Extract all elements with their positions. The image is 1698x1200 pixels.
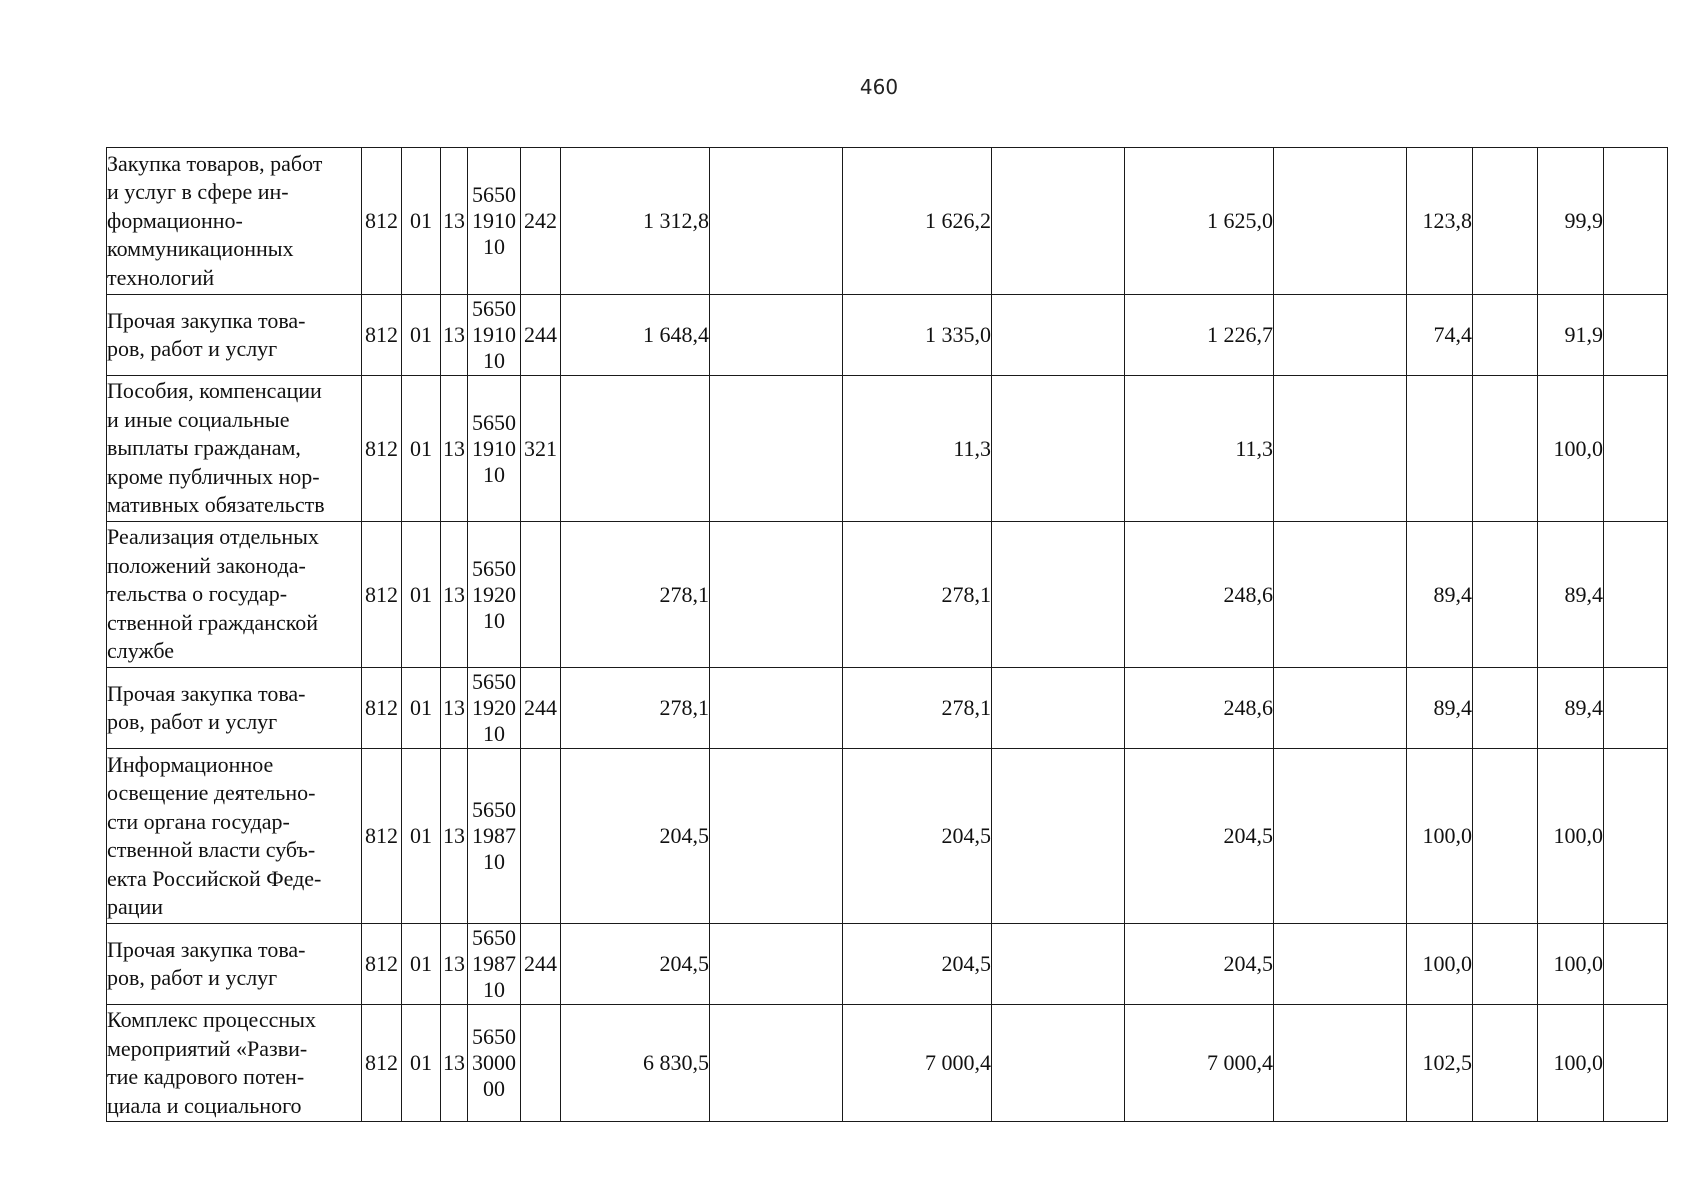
subsection-code-cell: 13 bbox=[441, 295, 468, 376]
empty-cell bbox=[1473, 924, 1538, 1005]
amount-cell-1: 6 830,5 bbox=[561, 1005, 710, 1122]
subsection-code-cell: 13 bbox=[441, 522, 468, 668]
empty-cell bbox=[992, 376, 1125, 522]
section-code-cell: 01 bbox=[402, 522, 441, 668]
amount-cell-2: 7 000,4 bbox=[843, 1005, 992, 1122]
row-name-cell: Информационное освещение деятельно- сти органа государ- ственной власти субъ- екта Российской Феде- рации bbox=[107, 749, 362, 924]
empty-cell bbox=[1274, 749, 1407, 924]
table-row bbox=[107, 148, 1668, 295]
empty-cell bbox=[710, 148, 843, 295]
section-code-cell: 01 bbox=[402, 376, 441, 522]
empty-cell bbox=[1473, 376, 1538, 522]
grbs-code-cell: 812 bbox=[362, 376, 402, 522]
grbs-code-cell: 812 bbox=[362, 1005, 402, 1122]
table-row bbox=[107, 749, 1668, 924]
target-article-cell: 5650 1910 10 bbox=[468, 376, 521, 522]
empty-cell bbox=[1274, 376, 1407, 522]
percent-cell-2: 91,9 bbox=[1538, 295, 1604, 376]
amount-cell-3: 204,5 bbox=[1125, 749, 1274, 924]
table-row bbox=[107, 295, 1668, 376]
grbs-code-cell: 812 bbox=[362, 148, 402, 295]
amount-cell-1: 1 312,8 bbox=[561, 148, 710, 295]
section-code-cell: 01 bbox=[402, 148, 441, 295]
amount-cell-2: 1 626,2 bbox=[843, 148, 992, 295]
expense-type-cell: 321 bbox=[521, 376, 561, 522]
amount-cell-2: 278,1 bbox=[843, 668, 992, 749]
empty-cell bbox=[1473, 148, 1538, 295]
empty-cell bbox=[1604, 668, 1668, 749]
section-code-cell: 01 bbox=[402, 668, 441, 749]
amount-cell-1: 278,1 bbox=[561, 522, 710, 668]
row-name-cell: Прочая закупка това- ров, работ и услуг bbox=[107, 295, 362, 376]
grbs-code-cell: 812 bbox=[362, 924, 402, 1005]
table-row bbox=[107, 522, 1668, 668]
percent-cell-2: 100,0 bbox=[1538, 1005, 1604, 1122]
empty-cell bbox=[1274, 668, 1407, 749]
percent-cell-2: 100,0 bbox=[1538, 924, 1604, 1005]
empty-cell bbox=[1604, 295, 1668, 376]
amount-cell-1: 204,5 bbox=[561, 749, 710, 924]
empty-cell bbox=[1274, 295, 1407, 376]
target-article-cell: 5650 1987 10 bbox=[468, 924, 521, 1005]
amount-cell-3: 248,6 bbox=[1125, 668, 1274, 749]
page-number: 460 bbox=[859, 75, 899, 99]
empty-cell bbox=[1604, 924, 1668, 1005]
empty-cell bbox=[1274, 924, 1407, 1005]
grbs-code-cell: 812 bbox=[362, 295, 402, 376]
subsection-code-cell: 13 bbox=[441, 1005, 468, 1122]
amount-cell-2: 11,3 bbox=[843, 376, 992, 522]
target-article-cell: 5650 1910 10 bbox=[468, 295, 521, 376]
empty-cell bbox=[1274, 148, 1407, 295]
amount-cell-1: 1 648,4 bbox=[561, 295, 710, 376]
empty-cell bbox=[992, 668, 1125, 749]
table-row bbox=[107, 376, 1668, 522]
subsection-code-cell: 13 bbox=[441, 148, 468, 295]
empty-cell bbox=[710, 522, 843, 668]
section-code-cell: 01 bbox=[402, 1005, 441, 1122]
amount-cell-2: 278,1 bbox=[843, 522, 992, 668]
amount-cell-3: 11,3 bbox=[1125, 376, 1274, 522]
grbs-code-cell: 812 bbox=[362, 749, 402, 924]
grbs-code-cell: 812 bbox=[362, 522, 402, 668]
expense-type-cell: 244 bbox=[521, 295, 561, 376]
target-article-cell: 5650 3000 00 bbox=[468, 1005, 521, 1122]
target-article-cell: 5650 1920 10 bbox=[468, 668, 521, 749]
empty-cell bbox=[992, 1005, 1125, 1122]
row-name-cell: Прочая закупка това- ров, работ и услуг bbox=[107, 924, 362, 1005]
percent-cell-1: 123,8 bbox=[1407, 148, 1473, 295]
empty-cell bbox=[1604, 1005, 1668, 1122]
amount-cell-3: 7 000,4 bbox=[1125, 1005, 1274, 1122]
subsection-code-cell: 13 bbox=[441, 668, 468, 749]
target-article-cell: 5650 1910 10 bbox=[468, 148, 521, 295]
empty-cell bbox=[710, 924, 843, 1005]
grbs-code-cell: 812 bbox=[362, 668, 402, 749]
empty-cell bbox=[710, 1005, 843, 1122]
empty-cell bbox=[1604, 376, 1668, 522]
section-code-cell: 01 bbox=[402, 749, 441, 924]
empty-cell bbox=[1473, 295, 1538, 376]
amount-cell-3: 204,5 bbox=[1125, 924, 1274, 1005]
row-name-cell: Комплекс процессных мероприятий «Разви- тие кадрового потен- циала и социального bbox=[107, 1005, 362, 1122]
empty-cell bbox=[1473, 522, 1538, 668]
empty-cell bbox=[710, 749, 843, 924]
empty-cell bbox=[1604, 522, 1668, 668]
row-name-cell: Прочая закупка това- ров, работ и услуг bbox=[107, 668, 362, 749]
row-name-cell: Пособия, компенсации и иные социальные выплаты гражданам, кроме публичных нор- мативных обязательств bbox=[107, 376, 362, 522]
row-name-cell: Закупка товаров, работ и услуг в сфере ин- формационно- коммуникационных технологий bbox=[107, 148, 362, 295]
empty-cell bbox=[1604, 749, 1668, 924]
subsection-code-cell: 13 bbox=[441, 749, 468, 924]
section-code-cell: 01 bbox=[402, 295, 441, 376]
amount-cell-1: 278,1 bbox=[561, 668, 710, 749]
table-row bbox=[107, 668, 1668, 749]
empty-cell bbox=[710, 376, 843, 522]
target-article-cell: 5650 1987 10 bbox=[468, 749, 521, 924]
table-row bbox=[107, 1005, 1668, 1122]
empty-cell bbox=[992, 749, 1125, 924]
table-row bbox=[107, 924, 1668, 1005]
percent-cell-1: 102,5 bbox=[1407, 1005, 1473, 1122]
empty-cell bbox=[710, 295, 843, 376]
expense-type-cell bbox=[521, 1005, 561, 1122]
percent-cell-2: 100,0 bbox=[1538, 749, 1604, 924]
section-code-cell: 01 bbox=[402, 924, 441, 1005]
empty-cell bbox=[1274, 1005, 1407, 1122]
expense-type-cell bbox=[521, 749, 561, 924]
amount-cell-2: 1 335,0 bbox=[843, 295, 992, 376]
percent-cell-1: 74,4 bbox=[1407, 295, 1473, 376]
empty-cell bbox=[992, 295, 1125, 376]
row-name-cell: Реализация отдельных положений законода- тельства о государ- ственной гражданской службе bbox=[107, 522, 362, 668]
percent-cell-2: 99,9 bbox=[1538, 148, 1604, 295]
subsection-code-cell: 13 bbox=[441, 376, 468, 522]
percent-cell-1 bbox=[1407, 376, 1473, 522]
amount-cell-3: 1 625,0 bbox=[1125, 148, 1274, 295]
amount-cell-3: 1 226,7 bbox=[1125, 295, 1274, 376]
empty-cell bbox=[992, 522, 1125, 668]
expense-type-cell: 244 bbox=[521, 668, 561, 749]
empty-cell bbox=[1473, 1005, 1538, 1122]
expense-type-cell: 242 bbox=[521, 148, 561, 295]
expense-type-cell bbox=[521, 522, 561, 668]
subsection-code-cell: 13 bbox=[441, 924, 468, 1005]
target-article-cell: 5650 1920 10 bbox=[468, 522, 521, 668]
empty-cell bbox=[992, 148, 1125, 295]
percent-cell-1: 100,0 bbox=[1407, 924, 1473, 1005]
percent-cell-1: 89,4 bbox=[1407, 668, 1473, 749]
percent-cell-1: 100,0 bbox=[1407, 749, 1473, 924]
percent-cell-2: 89,4 bbox=[1538, 522, 1604, 668]
empty-cell bbox=[1473, 668, 1538, 749]
empty-cell bbox=[1473, 749, 1538, 924]
percent-cell-1: 89,4 bbox=[1407, 522, 1473, 668]
empty-cell bbox=[1274, 522, 1407, 668]
budget-table bbox=[106, 147, 1668, 1122]
amount-cell-2: 204,5 bbox=[843, 924, 992, 1005]
amount-cell-1: 204,5 bbox=[561, 924, 710, 1005]
amount-cell-3: 248,6 bbox=[1125, 522, 1274, 668]
empty-cell bbox=[710, 668, 843, 749]
amount-cell-1 bbox=[561, 376, 710, 522]
amount-cell-2: 204,5 bbox=[843, 749, 992, 924]
percent-cell-2: 100,0 bbox=[1538, 376, 1604, 522]
empty-cell bbox=[992, 924, 1125, 1005]
expense-type-cell: 244 bbox=[521, 924, 561, 1005]
empty-cell bbox=[1604, 148, 1668, 295]
percent-cell-2: 89,4 bbox=[1538, 668, 1604, 749]
